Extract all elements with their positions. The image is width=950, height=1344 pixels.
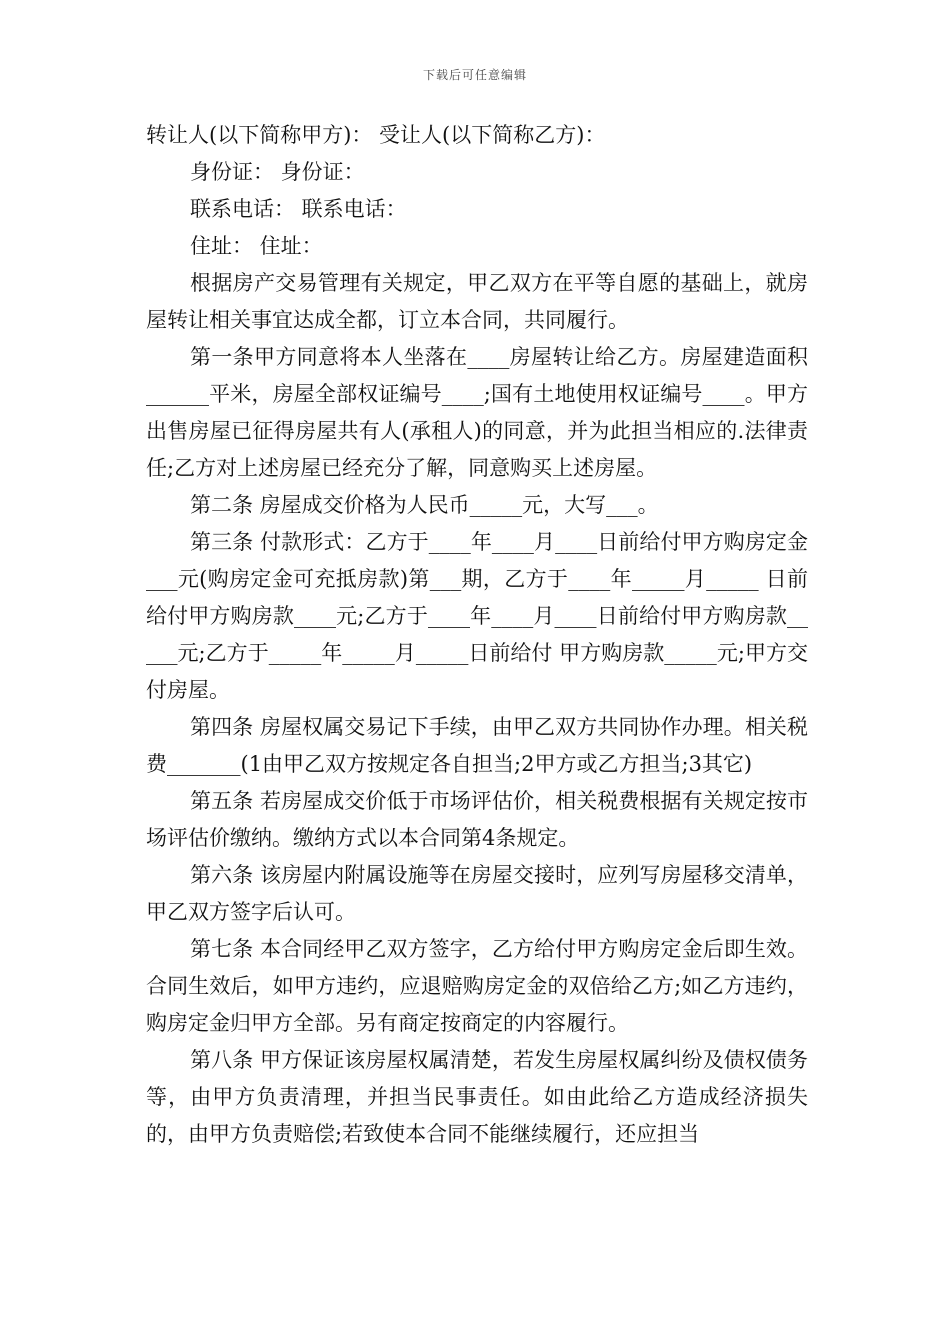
article-4: 第四条 房屋权属交易记下手续，由甲乙双方共同协作办理。相关税费_______(1由甲乙双方按规定各自担当;2甲方或乙方担当;3其它)	[146, 715, 808, 776]
article-1: 第一条甲方同意将本人坐落在____房屋转让给乙方。房屋建造面积______平米，房屋全部权证编号____;国有土地使用权证编号____。甲方出售房屋已征得房屋共有人(承租人)的同意，并为此担当相应的.法律责任;乙方对上述房屋已经充分了解，同意购买上述房屋。	[146, 345, 808, 480]
article-2: 第二条 房屋成交价格为人民币_____元，大写___。	[190, 493, 659, 517]
article-5: 第五条 若房屋成交价低于市场评估价，相关税费根据有关规定按市场评估价缴纳。缴纳方式以本合同第4条规定。	[146, 789, 808, 850]
address-line: 住址： 住址：	[190, 234, 323, 258]
header-note: 下载后可任意编辑	[422, 68, 527, 82]
article-8: 第八条 甲方保证该房屋权属清楚，若发生房屋权属纠纷及债权债务等，由甲方负责清理，并担当民事责任。如由此给乙方造成经济损失的，由甲方负责赔偿;若致使本合同不能继续履行，还应担当	[146, 1048, 808, 1146]
phone-line: 联系电话： 联系电话：	[190, 197, 407, 221]
article-7: 第七条 本合同经甲乙双方签字，乙方给付甲方购房定金后即生效。合同生效后，如甲方违约，应退赔购房定金的双倍给乙方;如乙方违约，购房定金归甲方全部。另有商定按商定的内容履行。	[146, 937, 808, 1035]
article-6: 第六条 该房屋内附属设施等在房屋交接时，应列写房屋移交清单，甲乙双方签字后认可。	[146, 863, 808, 924]
article-3: 第三条 付款形式：乙方于____年____月____日前给付甲方购房定金___元(购房定金可充抵房款)第___期，乙方于____年_____月_____ 日前给付甲方购房款____元;乙方于____年____月____日前给付甲方购房款_____元;乙方于_____年_____月_____日前给付 甲方购房款_____元;甲方交付房屋。	[146, 530, 808, 702]
contract-body	[146, 117, 808, 1153]
party-names-line: 转让人(以下简称甲方)： 受让人(以下简称乙方)：	[146, 123, 606, 147]
preamble-paragraph: 根据房产交易管理有关规定，甲乙双方在平等自愿的基础上，就房屋转让相关事宜达成全都，订立本合同，共同履行。	[146, 271, 808, 332]
id-card-line: 身份证： 身份证：	[190, 160, 365, 184]
